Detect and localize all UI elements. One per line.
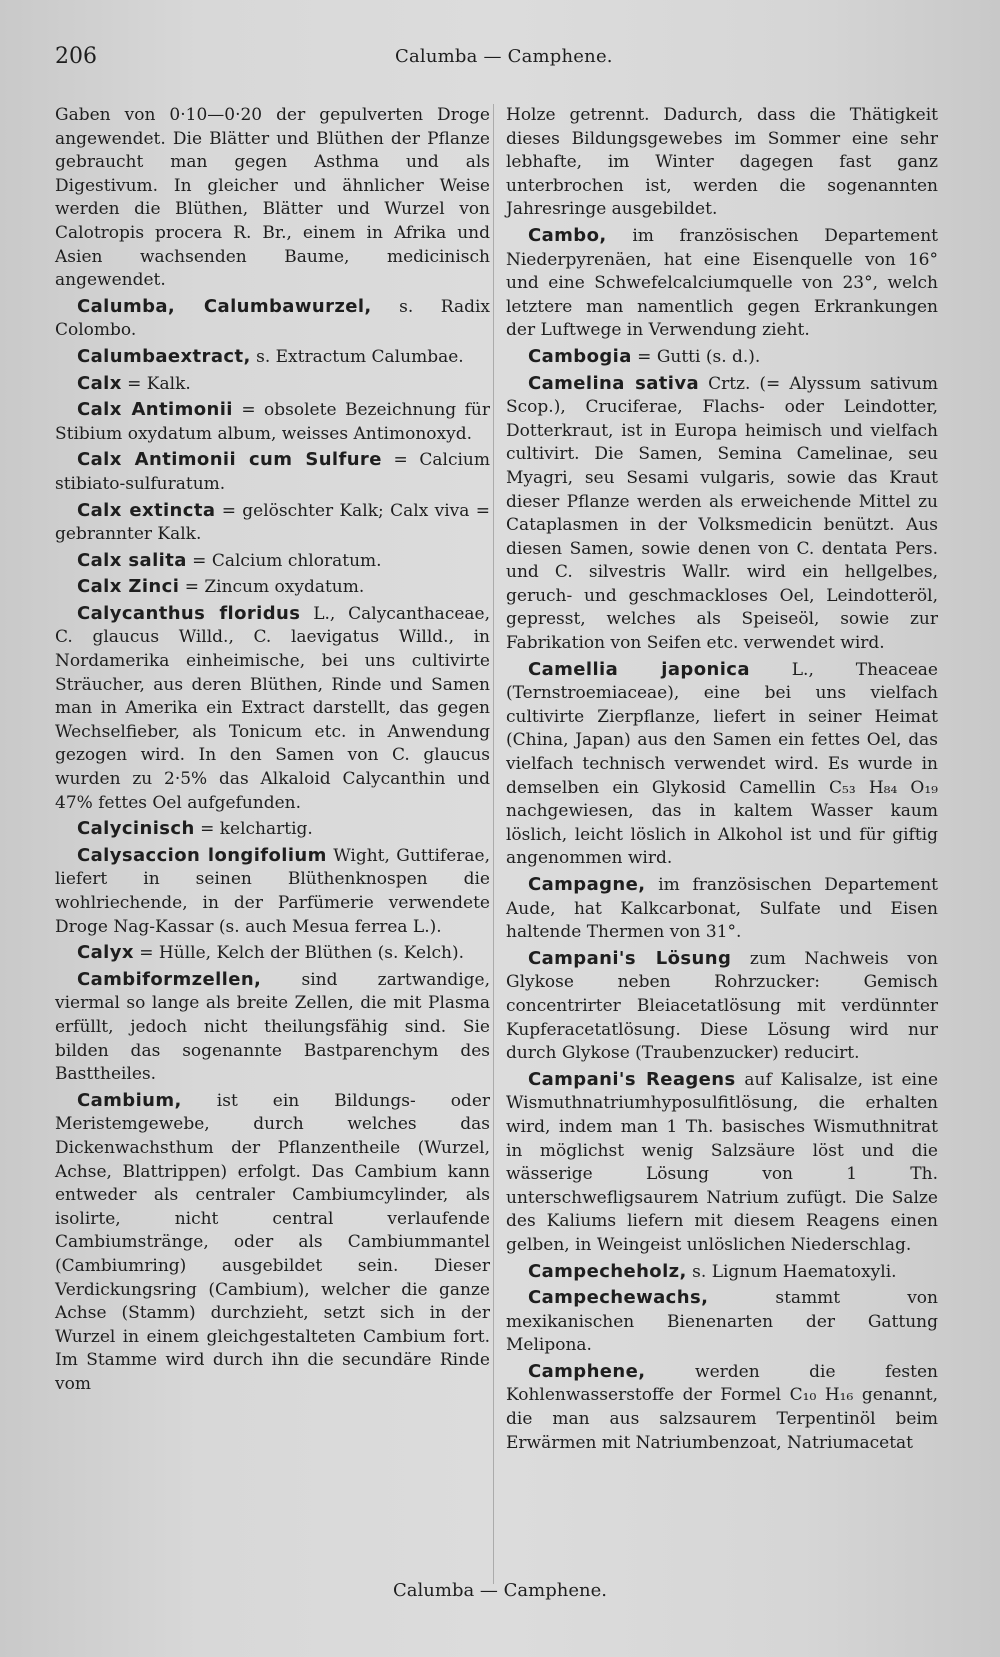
entry-text: im französischen Departement Niederpyrenäen, hat eine Eisenquelle von 16° und eine Schwefelcalciumquelle von 23°, welch letztere man namentlich gegen Erkrankungen der Luftwege in Verwendung zieht.: [506, 225, 938, 341]
entry-text: Gaben von 0·10—0·20 der gepulverten Droge angewendet. Die Blätter und Blüthen der Pflanze gebraucht man gegen Asthma und als Digestivum. In gleicher und ähnlicher Weise werden die Blüthen, Blätter und Wurzel von Calotropis procera R. Br., einem in Afrika und Asien wachsenden Baume, medicinisch angewendet.: [55, 105, 490, 291]
dictionary-entry: [55, 575, 490, 600]
entry-term: Calysaccion longifolium: [77, 844, 327, 866]
dictionary-entry: [55, 104, 490, 293]
entry-text: Wight, Guttiferae, liefert in seinen Blüthenknospen die wohlriechende, in der Parfümerie verwendete Droge Nag-Kassar (s. auch Mesua ferrea L.).: [55, 845, 490, 937]
entry-text: = Calcium chloratum.: [192, 550, 382, 571]
dictionary-entry: [506, 372, 938, 656]
dictionary-entry: [506, 1360, 938, 1455]
entry-term: Calx Antimonii: [77, 399, 233, 421]
entry-text: L., Calycanthaceae, C. glaucus Willd., C. laevigatus Willd., in Nordamerika einheimische, bei uns cultivirte Sträucher, aus deren Blüthen, Rinde und Samen man in Amerika ein Extract darstellt, das gegen Wechselfieber, als Tonicum etc. in Anwendung gezogen wird. In den Samen von C. glaucus wurden zu 2·5% das Alkaloid Calycanthin und 47% fettes Oel aufgefunden.: [55, 603, 490, 813]
dictionary-entry: [506, 873, 938, 945]
entry-term: Cambo,: [528, 224, 607, 246]
dictionary-entry: [506, 947, 938, 1066]
dictionary-entry: [506, 1068, 938, 1258]
entry-text: s. Extractum Calumbae.: [256, 346, 464, 367]
dictionary-entry: [55, 941, 490, 966]
entry-text: = Zincum oxydatum.: [184, 577, 365, 598]
entry-term: Calyx: [77, 942, 134, 964]
entry-text: = Hülle, Kelch der Blüthen (s. Kelch).: [139, 943, 465, 964]
entry-text: s. Lignum Haematoxyli.: [692, 1261, 897, 1282]
entry-term: Cambiformzellen,: [77, 968, 262, 990]
entry-text: Holze getrennt. Dadurch, dass die Thätigkeit dieses Bildungsgewebes im Sommer eine sehr lebhafte, im Winter dagegen fast ganz unterbrochen ist, werden die sogenannten Jahresringe ausgebildet.: [506, 105, 938, 220]
dictionary-entry: [506, 658, 938, 871]
dictionary-entry: [506, 345, 938, 370]
page-footer: Calumba — Camphene.: [393, 1580, 607, 1601]
dictionary-entry: [55, 448, 490, 496]
dictionary-entry: [55, 817, 490, 842]
dictionary-entry: [506, 224, 938, 343]
column-divider: [493, 104, 494, 1584]
dictionary-entry: [55, 345, 490, 370]
entry-text: s. Radix Colombo.: [55, 296, 491, 341]
dictionary-entry: [55, 398, 490, 446]
left-column: [55, 104, 490, 1398]
entry-text: = Calcium stibiato-sulfuratum.: [55, 450, 490, 494]
entry-term: Cambium,: [77, 1089, 182, 1111]
entry-term: Calx salita: [77, 549, 187, 571]
entry-term: Calumba, Calumbawurzel,: [77, 295, 372, 317]
dictionary-entry: [55, 844, 490, 939]
entry-term: Calx extincta: [77, 499, 216, 521]
entry-text: = Kalk.: [127, 373, 191, 394]
entry-term: Calx: [77, 372, 122, 394]
entry-text: = Gutti (s. d.).: [637, 346, 761, 367]
entry-text: = kelchartig.: [200, 819, 313, 840]
page-header: [55, 44, 950, 74]
entry-text: auf Kalisalze, ist eine Wismuthnatriumhyposulfitlösung, die erhalten wird, indem man 1 Th. basisches Wismuthnitrat in möglichst wenig Salzsäure löst und die wässerige Lösung von 1 Th. unterschwefligsaurem Natrium zufügt. Die Salze des Kaliums liefern mit diesem Reagens einen gelben, in Weingeist unlöslichen Niederschlag.: [506, 1069, 939, 1255]
entry-text: sind zartwandige, viermal so lange als breite Zellen, die mit Plasma erfüllt, jedoch nicht theilungsfähig sind. Sie bilden das sogenannte Bastparenchym des Basttheiles.: [55, 969, 491, 1085]
entry-term: Calumbaextract,: [77, 345, 251, 367]
entry-term: Campecheholz,: [528, 1260, 687, 1282]
entry-term: Campani's Lösung: [528, 947, 732, 969]
entry-text: = obsolete Bezeichnung für Stibium oxydatum album, weisses Antimonoxyd.: [55, 400, 490, 444]
page-number: 206: [55, 44, 97, 69]
dictionary-entry: [55, 499, 490, 547]
entry-term: Calx Zinci: [77, 576, 180, 598]
entry-text: ist ein Bildungs- oder Meristemgewebe, durch welches das Dickenwachsthum der Pflanzentheile (Wurzel, Achse, Blattrippen) erfolgt. Das Cambium kann entweder als centraler Cambiumcylinder, als isolirte, nicht central verlaufende Cambiumstränge, oder als Cambiummantel (Cambiumring) ausgebildet sein. Dieser Verdickungsring (Cambium), welcher die ganze Achse (Stamm) durchzieht, setzt sich in der Wurzel in einem gleichgestalteten Cambium fort. Im Stamme wird durch ihn die secundäre Rinde vom: [55, 1090, 491, 1394]
entry-term: Calycinisch: [77, 818, 195, 840]
entry-text: L., Theaceae (Ternstroemiaceae), eine bei uns vielfach cultivirte Zierpflanze, liefert in seiner Heimat (China, Japan) aus den Samen ein fettes Oel, das vielfach technisch verwendet wird. Es wurde in demselben ein Glykosid Camellin C₅₃ H₈₄ O₁₉ nachgewiesen, das in kaltem Wasser kaum löslich, leicht löslich in Alkohol ist und für giftig angenommen wird.: [506, 659, 938, 869]
entry-term: Camphene,: [528, 1360, 646, 1382]
dictionary-entry: [55, 602, 490, 815]
entry-text: stammt von mexikanischen Bienenarten der Gattung Melipona.: [506, 1288, 938, 1356]
entry-term: Campagne,: [528, 874, 646, 895]
entry-term: Camellia japonica: [528, 658, 750, 680]
entry-text: = gelöschter Kalk; Calx viva = gebrannter Kalk.: [55, 500, 490, 545]
dictionary-entry: [55, 549, 490, 574]
dictionary-entry: [55, 1089, 490, 1397]
entry-text: im französischen Departement Aude, hat Kalkcarbonat, Sulfate und Eisen haltende Thermen von 31°.: [506, 875, 938, 943]
entry-term: Calx Antimonii cum Sulfure: [77, 449, 382, 471]
entry-text: werden die festen Kohlenwasserstoffe der Formel C₁₀ H₁₆ genannt, die man aus salzsaurem Terpentinöl beim Erwärmen mit Natriumbenzoat, Natriumacetat: [506, 1361, 938, 1453]
entry-term: Calycanthus floridus: [77, 602, 301, 624]
entry-term: Campechewachs,: [528, 1287, 709, 1309]
entry-term: Cambogia: [528, 345, 632, 367]
entry-text: Crtz. (= Alyssum sativum Scop.), Cruciferae, Flachs- oder Leindotter, Dotterkraut, ist in Europa heimisch und vielfach cultivirt. Die Samen, Semina Camelinae, seu Myagri, seu Sesami vulgaris, sowie das Kraut dieser Pflanze werden als erweichende Mittel zu Cataplasmen in der Volksmedicin benützt. Aus diesen Samen, sowie denen von C. dentata Pers. und C. silvestris Wallr. wird ein hellgelbes, geruch- und geschmackloses Oel, Leindotteröl, gepresst, welches als Speiseöl, sowie zur Fabrikation von Seifen etc. verwendet wird.: [506, 373, 938, 654]
right-column: [506, 104, 938, 1457]
entry-text: zum Nachweis von Glykose neben Rohrzucker: Gemisch concentrirter Bleiacetatlösung mit verdünnter Kupferacetatlösung. Diese Lösung wird nur durch Glykose (Traubenzucker) reducirt.: [506, 948, 938, 1064]
entry-term: Camelina sativa: [528, 372, 700, 394]
dictionary-entry: [506, 1260, 938, 1285]
running-head: Calumba — Camphene.: [395, 46, 613, 67]
dictionary-entry: [55, 295, 490, 343]
dictionary-entry: [506, 104, 938, 222]
entry-term: Campani's Reagens: [528, 1068, 736, 1090]
dictionary-entry: [55, 372, 490, 397]
dictionary-entry: [506, 1286, 938, 1358]
dictionary-entry: [55, 968, 490, 1087]
